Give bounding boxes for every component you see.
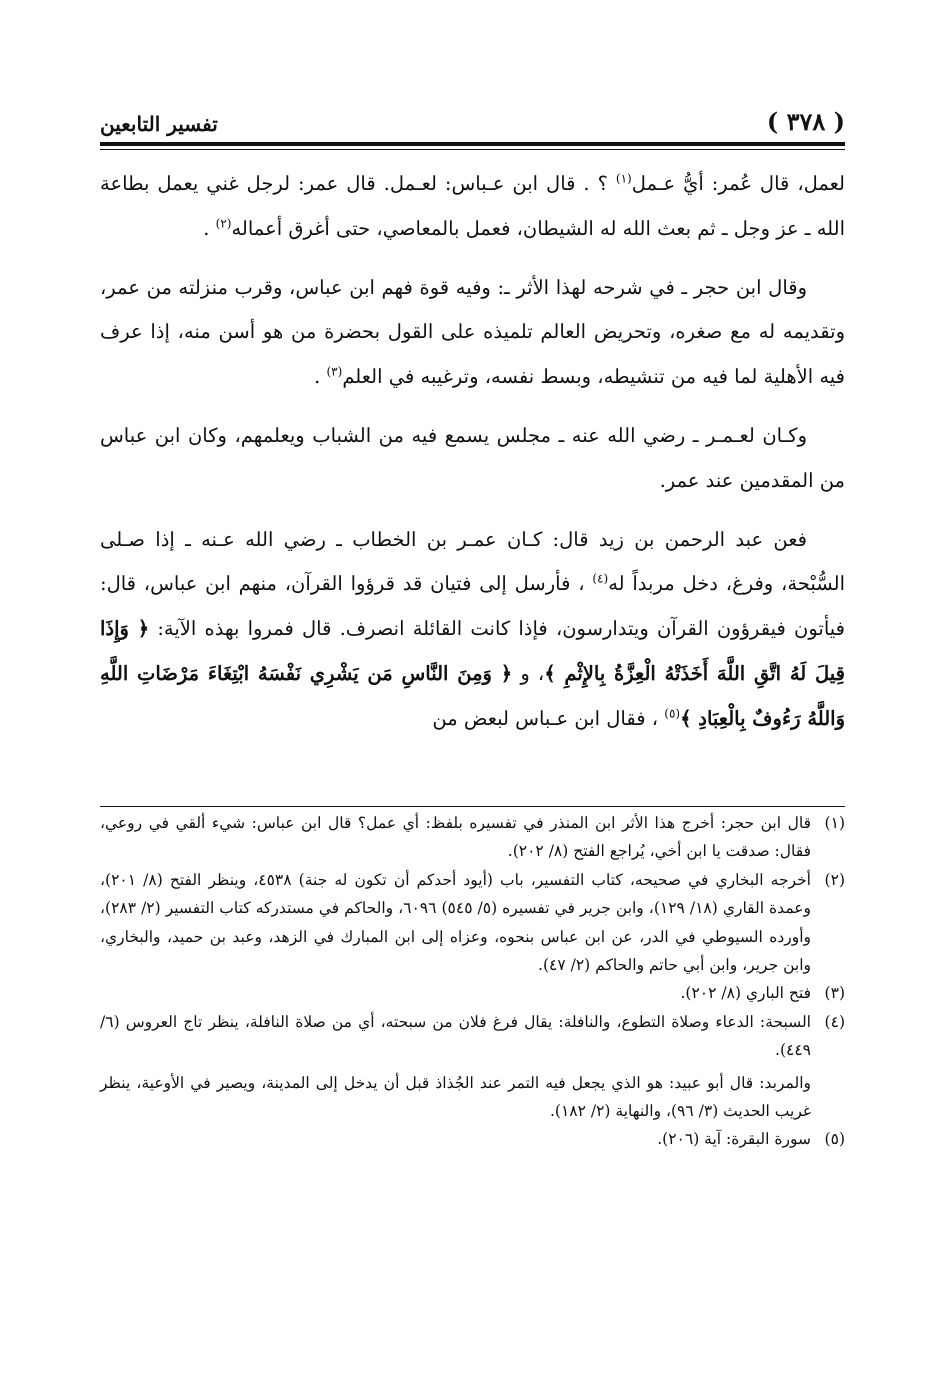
footnotes <box>100 809 845 1154</box>
p1-text-a: لعمل، قال عُمر: أيُّ عـمل <box>631 172 845 195</box>
footnote-1-text: قال ابن حجر: أخرج هذا الأثر ابن المنذر في تفسيره بلفظ: أي عمل؟ قال ابن عباس: شيء ألقي في روعي، فقال: صدقت يا ابن أخي، يُراجع الفتح (٨/ ٢٠٢). <box>100 814 811 861</box>
quran-verse-2: ﴿ وَمِنَ النَّاسِ مَن يَشْرِي نَفْسَهُ ابْتِغَاءَ مَرْضَاتِ اللَّهِ وَاللَّهُ رَءُوفٌ بِالْعِبَادِ ﴾ <box>100 661 845 730</box>
footnote-2-number: (٢) <box>824 870 845 889</box>
page-header <box>100 96 845 136</box>
footnote-1 <box>100 809 845 866</box>
footnote-2-text: أخرجه البخاري في صحيحه، كتاب التفسير، باب (أيود أحدكم أن تكون له جنة) ٤٥٣٨، وينظر الفتح (٨/ ٢٠١)، وعمدة القاري (١٨/ ١٢٩)، وابن جرير في تفسيره (٥/ ٥٤٥) ٦٠٩٦، والحاكم في مستدركه كتاب التفسير (٢/ ٢٨٣)، وأورده السيوطي في الدر، عن ابن عباس بنحوه، وعزاه إلى ابن المبارك في الزهد، وعبد بن حميد، والبخاري، وابن جرير، وابن أبي حاتم والحاكم (٢/ ٤٧). <box>100 870 812 975</box>
p4-text-d: ، فقال ابن عـباس لبعض من <box>432 706 659 730</box>
footnote-5 <box>100 1125 845 1153</box>
footnote-4-text: السبحة: الدعاء وصلاة التطوع، والنافلة: يقال فرغ فلان من سبحته، أي من صلاة النافلة، ينظر تاج العروس (٦/ ٤٤٩). <box>100 1012 811 1060</box>
header-rule-thin <box>100 149 845 150</box>
main-text <box>100 162 845 756</box>
paragraph-4 <box>100 518 845 742</box>
paragraph-1 <box>100 162 845 252</box>
footnote-4-number: (٤) <box>824 1012 845 1031</box>
footnote-5-text: سورة البقرة: آية (٢٠٦). <box>657 1130 811 1149</box>
page-number: ( ٣٧٨ ) <box>766 107 845 136</box>
footnote-3-text: فتح الباري (٨/ ٢٠٢). <box>680 984 811 1003</box>
footnote-3-number: (٣) <box>824 984 845 1003</box>
footnote-3 <box>100 979 845 1007</box>
paragraph-3: وكـان لعـمـر ـ رضي الله عنه ـ مجلس يسمع فيه من الشباب ويعلمهم، وكان ابن عباس من المقدمين عند عمر. <box>100 423 845 492</box>
footnote-2 <box>100 866 845 980</box>
footnote-ref-1: (١) <box>615 171 632 186</box>
footnote-5-number: (٥) <box>824 1130 845 1149</box>
footnote-ref-4: (٤) <box>592 571 609 586</box>
paragraph-2 <box>100 266 845 400</box>
footnote-ref-2: (٢) <box>215 216 232 231</box>
footnote-4-continuation: والمربد: قال أبو عبيد: هو الذي يجعل فيه التمر عند الجُذاذ قبل أن يدخل إلى المدينة، ويصير في الأوعية، ينظر غريب الحديث (٣/ ٩٦)، والنهاية (٢/ ١٨٢). <box>100 1073 811 1121</box>
p2-text-b: . <box>314 365 321 389</box>
footnote-4 <box>100 1008 845 1065</box>
p1-text-b: ؟ . قال ابن عـباس: لعـمل. قال عمر: لرجل غني يعمل بطاعة الله ـ عز وجل ـ ثم بعث الله له الشيطان، فعمل بالمعاصي، حتى أغرق أعماله <box>100 172 845 240</box>
footnote-1-number: (١) <box>824 814 845 832</box>
p1-text-c: . <box>203 216 210 240</box>
p4-text-a: فعن عبد الرحمن بن زيد قال: كـان عمـر بن الخطاب ـ رضي الله عـنه ـ إذا صـلى السُّبْحة، وفرغ، دخل مربداً له <box>100 527 845 596</box>
p2-text-a: وقال ابن حجر ـ في شرحه لهذا الأثر ـ: وفيه قوة فهم ابن عباس، وقرب منزلته من عمر، وتقديمه له مع صغره، وتحريض العالم تلميذه على القول بحضرة من هو أسن منه، إذا عرف فيه الأهلية لما فيه من تنشيطه، وبسط نفسه، وترغيبه في العلم <box>100 275 845 389</box>
footnote-separator <box>100 806 845 807</box>
p4-text-b: ، فأرسل إلى فتيان قد قرؤوا القرآن، منهم ابن عباس، قال: فيأتون فيقرؤون القرآن ويتدارسون، فإذا كانت القائلة انصرف. قال فمروا بهذه الآية: <box>100 572 846 641</box>
footnote-ref-5: (٥) <box>664 706 681 721</box>
footnote-ref-3: (٣) <box>326 364 343 379</box>
header-rule-thick <box>100 142 845 146</box>
quran-verse-1: ﴿ وَإِذَا قِيلَ لَهُ اتَّقِ اللَّهَ أَخَذَتْهُ الْعِزَّةُ بِالإِثْمِ ﴾ <box>100 617 845 685</box>
p4-text-c: ، و <box>520 661 545 685</box>
book-title: تفسير التابعين <box>100 112 218 136</box>
